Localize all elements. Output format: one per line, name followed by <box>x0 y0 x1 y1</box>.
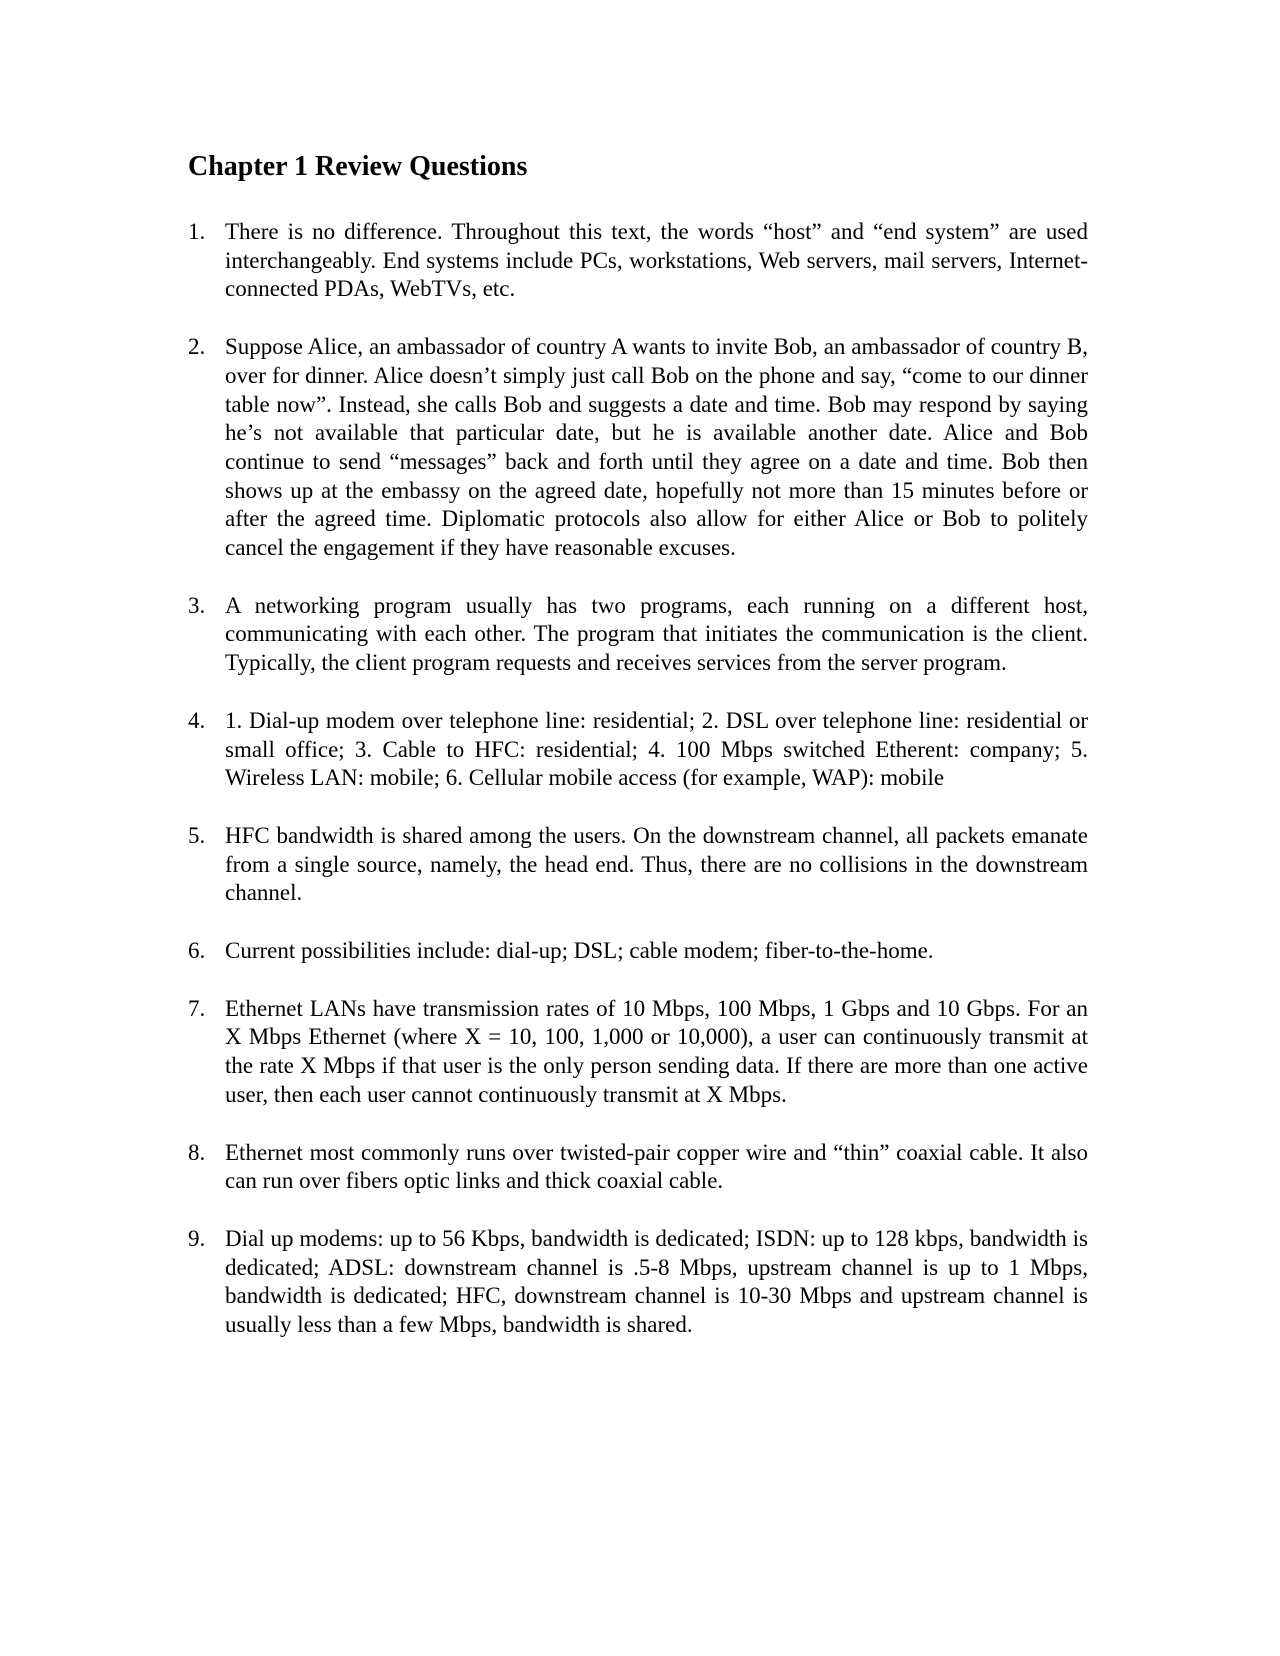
question-number: 5. <box>188 822 206 848</box>
question-number: 9. <box>188 1225 206 1251</box>
list-item <box>188 333 1088 563</box>
list-item <box>188 937 1088 966</box>
page-title: Chapter 1 Review Questions <box>188 151 528 182</box>
list-item <box>188 1225 1088 1340</box>
question-number: 3. <box>188 592 206 618</box>
question-answer-text: A networking program usually has two programs, each running on a different host, communicating with each other. The program that initiates the communication is the client. Typically, the client program requests and receives services from the server program. <box>225 592 1088 676</box>
list-item <box>188 218 1088 304</box>
list-item <box>188 995 1088 1110</box>
question-answer-text: Ethernet most commonly runs over twisted-pair copper wire and “thin” coaxial cable. It also can run over fibers optic links and thick coaxial cable. <box>225 1139 1088 1194</box>
list-item <box>188 1139 1088 1196</box>
question-number: 6. <box>188 938 206 964</box>
list-item <box>188 592 1088 678</box>
question-answer-text: Dial up modems: up to 56 Kbps, bandwidth is dedicated; ISDN: up to 128 kbps, bandwidth is dedicated; ADSL: downstream channel is .5-8 Mbps, upstream channel is up to 1 Mbps, bandwidth is dedicated; HFC, downstream channel is 10-30 Mbps and upstream channel is usually less than a few Mbps, bandwidth is shared. <box>225 1225 1088 1338</box>
question-number: 7. <box>188 995 206 1021</box>
question-answer-text: There is no difference. Throughout this text, the words “host” and “end system” are used interchangeably. End systems include PCs, workstations, Web servers, mail servers, Internet-connected PDAs, WebTVs, etc. <box>225 219 1088 302</box>
question-answer-text: HFC bandwidth is shared among the users. On the downstream channel, all packets emanate from a single source, namely, the head end. Thus, there are no collisions in the downstream channel. <box>225 822 1088 906</box>
question-number: 8. <box>188 1139 206 1165</box>
question-number: 1. <box>188 219 206 244</box>
question-answer-text: Ethernet LANs have transmission rates of 10 Mbps, 100 Mbps, 1 Gbps and 10 Gbps. For an X Mbps Ethernet (where X = 10, 100, 1,000 or 10,000), a user can continuously transmit at the rate X Mbps if that user is the only person sending data. If there are more than one active user, then each user cannot continuously transmit at X Mbps. <box>225 995 1088 1107</box>
review-question-list <box>188 218 1088 1369</box>
question-number: 2. <box>188 334 206 360</box>
list-item <box>188 822 1088 908</box>
question-answer-text: Current possibilities include: dial-up; DSL; cable modem; fiber-to-the-home. <box>225 938 934 964</box>
list-item <box>188 707 1088 793</box>
question-number: 4. <box>188 707 206 733</box>
question-answer-text: Suppose Alice, an ambassador of country A wants to invite Bob, an ambassador of country B, over for dinner. Alice doesn’t simply just call Bob on the phone and say, “come to our dinner table now”. Instead, she calls Bob and suggests a date and time. Bob may respond by saying he’s not available that particular date, but he is available another date. Alice and Bob continue to send “messages” back and forth until they agree on a date and time. Bob then shows up at the embassy on the agreed date, hopefully not more than 15 minutes before or after the agreed time. Diplomatic protocols also allow for either Alice or Bob to politely cancel the engagement if they have reasonable excuses. <box>225 334 1088 561</box>
question-answer-text: 1. Dial-up modem over telephone line: residential; 2. DSL over telephone line: residential or small office; 3. Cable to HFC: residential; 4. 100 Mbps switched Etherent: company; 5. Wireless LAN: mobile; 6. Cellular mobile access (for example, WAP): mobile <box>225 707 1088 791</box>
